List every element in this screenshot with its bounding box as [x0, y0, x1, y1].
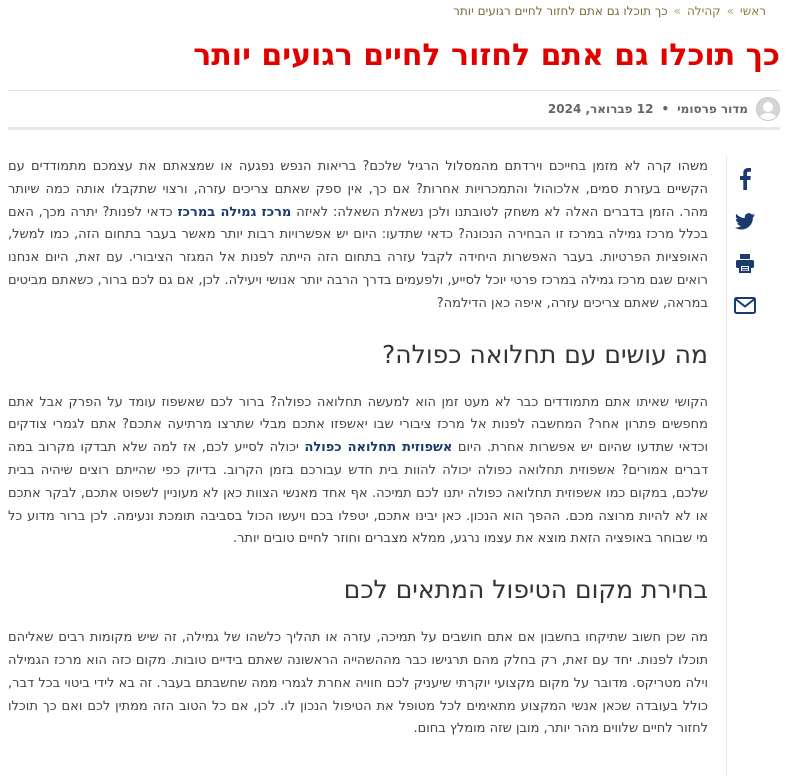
- breadcrumb-separator: »: [673, 4, 681, 18]
- paragraph-text: יכולה לסייע לכם, אז למה שלא תבדקו מקרוב במה דברים אמורים? אשפוזית תחלואה כפולה יכולה להוות בית חדש עבורכם בזמן הקרוב. בדיוק כפי שהייתם רוצים שיהיה בבית שלכם, במקום כמו אשפוזית תחלואה כפולה יתנו לכם תמיכה. אף אחד מאנשי הצוות כאן לא מעוניין לשפוט אתכם, לבקר אתכם או לא להיות מרוצה מכם. ההפך הוא הנכון. כאן יבינו אתכם, יטפלו בכם ויעשו הכול בסביבה תומכת ונעימה. לכן ברור מדוע כל מי שבוחר באופציה הזאת מוצא את עצמו נרגע, ממלא מצברים וחוזר לחיים טובים יותר.: [8, 440, 708, 547]
- paragraph-text: משהו קרה לא מזמן בחייכם וירדתם מהמסלול הרגיל שלכם? בריאות הנפש נפגעה או שמצאתם את עצמכם מתמודדים עם הקשיים בעזרת סמים, אלכוהול והתמכרויות אחרות? אם כך, אין ספק שאתם צריכים עזרה, ורצוי שתקבלו אותה כמה שיותר מהר. הזמן בדברים האלה לא משחק לטובתנו ולכן נשאלת השאלה: לאיזה: [8, 159, 708, 220]
- share-sidebar: [726, 156, 788, 776]
- breadcrumb-category[interactable]: קהילה: [686, 4, 721, 18]
- author-name[interactable]: מדור פרסומי: [677, 102, 748, 116]
- facebook-share-button[interactable]: [732, 166, 758, 192]
- page-title: כך תוכלו גם אתם לחזור לחיים רגועים יותר: [193, 38, 780, 73]
- article-paragraph: [8, 156, 708, 316]
- meta-bullet: •: [661, 102, 670, 116]
- breadcrumb-home[interactable]: ראשי: [740, 4, 766, 18]
- breadcrumb-separator: »: [726, 4, 735, 18]
- print-icon: [735, 253, 755, 273]
- inline-link[interactable]: מרכז גמילה במרכז: [177, 204, 292, 220]
- twitter-share-button[interactable]: [732, 208, 758, 234]
- paragraph-text: הקושי שאיתו אתם מתמודדים כבר לא מעט זמן הוא למעשה תחלואה כפולה? ברור לכם שאשפוז עומד על הפרק אבל אתם מחפשים פתרון אחר? המחשבה לפנות אל מרכז ציבורי שבו יאשפזו אתכם מבלי שתרצו מרתיעה אתכם? אתם לגמרי צודקים וכדאי שתדעו שהיום יש אפשרות אחרת. היום: [8, 394, 708, 456]
- twitter-icon: [735, 213, 755, 230]
- breadcrumb-current: כך תוכלו גם אתם לחזור לחיים רגועים יותר: [453, 4, 668, 18]
- article-body: [8, 156, 708, 763]
- email-share-button[interactable]: [732, 292, 758, 318]
- divider: [8, 127, 780, 130]
- print-button[interactable]: [732, 250, 758, 276]
- facebook-icon: [739, 168, 751, 190]
- inline-link[interactable]: אשפוזית תחלואה כפולה: [304, 440, 453, 456]
- article-meta: [548, 96, 780, 122]
- article-paragraph: מה שכן חשוב שתיקחו בחשבון אם אתם חושבים על תמיכה, עזרה או תהליך כלשהו של גמילה, זה שיש מקומות רבים שאליהם תוכלו לפנות. יחד עם זאת, רק בחלק מהם תרגישו כבר מההשהייה הראשונה שאתם בידיים טובות. מקום כזה הוא מרכז הגמילה וילה מטריקס. מדובר על מקום מקצועי יוקרתי שיעניק לכם חוויה אחרת לגמרי ממה שחשבתם בעבר. זה בא לידי ביטוי בכל דבר, כולל בעובדה שכאן אנשי המקצוע מתאימים לכל מטופל את הטיפול הנכון לו. לכן, אם כל הטוב הזה ממתין לכם ואם כך תוכלו לחזור לחיים שלווים מהר יותר, מובן שזה מומלץ בחום.: [8, 630, 708, 737]
- avatar: [756, 97, 780, 121]
- section-heading: בחירת מקום הטיפול המתאים לכם: [343, 575, 708, 605]
- article-paragraph: [8, 392, 708, 552]
- paragraph-text: כדאי לפנות? יתרה מכך, האם בכלל מרכז גמילה במרכז זו הבחירה הנכונה? כדאי שתדעו: היום יש אפשרויות רבות יותר מאשר בעבר בתחום הזה, כמו למשל, האופציות הפרטיות. בעבר האפשרות היחידה לקבל עזרה בתחום הזה הייתה לפנות אל המגזר הציבורי. עם זאת, היום אנחנו רואים שגם מרכז גמילה במרכז פרטי יוכל לסייע, ולפעמים בדרך הרבה יותר אנושי ויעילה. לכן, אם גם לכם ברור, כשאתם מביטים במראה, שאתם צריכים עזרה, איפה כאן הדילמה?: [8, 204, 708, 311]
- publish-date: 12 פברואר, 2024: [547, 102, 654, 116]
- breadcrumb: [453, 4, 766, 18]
- section-heading: מה עושים עם תחלואה כפולה?: [382, 339, 708, 369]
- divider: [8, 90, 780, 91]
- email-icon: [734, 297, 756, 314]
